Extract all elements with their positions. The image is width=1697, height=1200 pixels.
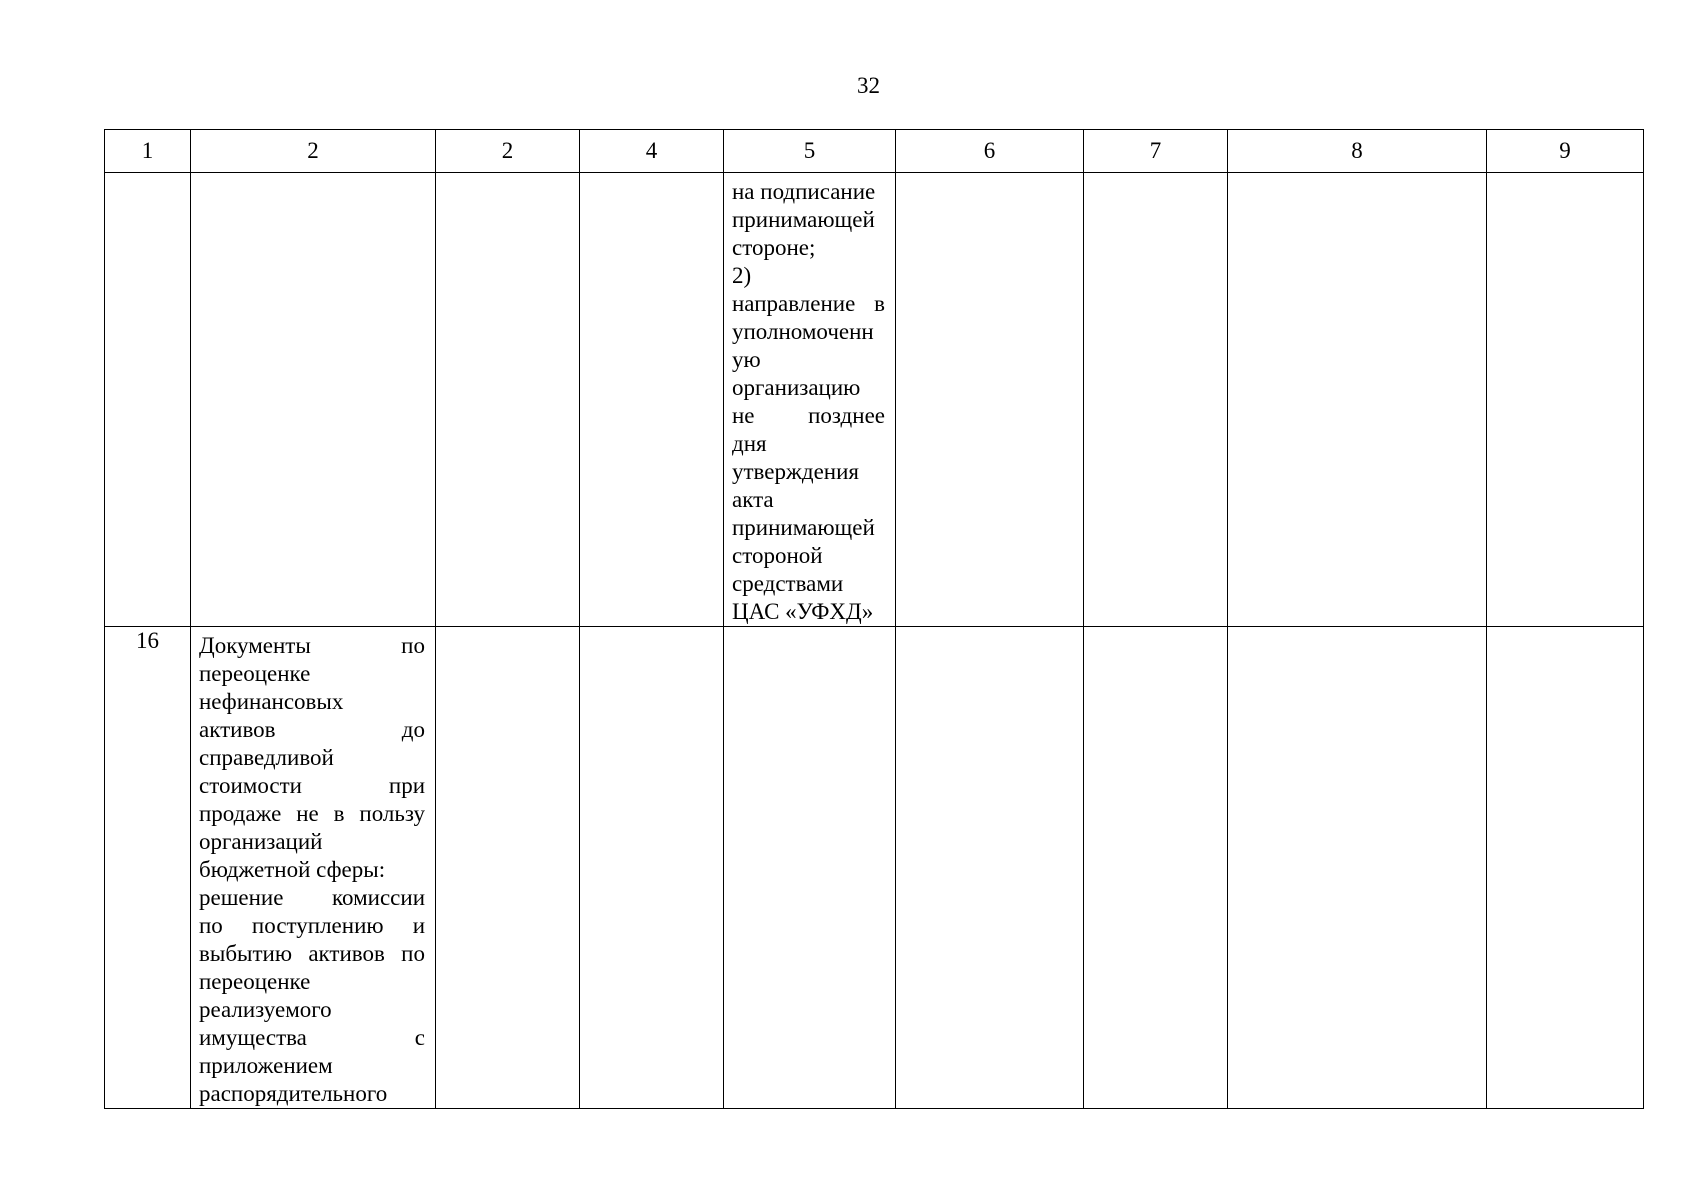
table-row [105,627,1644,1109]
table-row [105,173,1644,627]
text-line: уполномоченн [732,319,874,344]
table-cell [436,627,580,1109]
text-line: стороне; [732,235,816,260]
text-line: бюджетной сферы: [199,857,386,882]
text-line: нефинансовых [199,689,344,714]
text-line: продаже не в пользу [199,801,425,826]
text-line: утверждения [732,459,859,484]
column-header: 2 [191,130,436,173]
text-line: организаций [199,829,323,854]
text-line: решение комиссии [199,885,425,910]
document-table [104,129,1644,1109]
column-header: 4 [580,130,724,173]
table-header-row [105,130,1644,173]
table-cell [1228,627,1487,1109]
text-line: организацию [732,375,861,400]
column-header: 8 [1228,130,1487,173]
text-line: ую [732,347,761,372]
document-name-cell [191,173,436,627]
text-line: направление в [732,291,885,316]
text-line: приложением [199,1053,333,1078]
table-cell [436,173,580,627]
table-cell [580,627,724,1109]
text-line: не позднее [732,403,885,428]
table-cell [1228,173,1487,627]
text-line: ЦАС «УФХД» [732,599,874,624]
text-line: стороной [732,543,823,568]
text-line: активов до [199,717,425,742]
text-line: выбытию активов по [199,941,425,966]
text-line: дня [732,431,767,456]
table-cell [896,173,1084,627]
text-line: имущества с [199,1025,425,1050]
text-line: на подписание [732,179,876,204]
text-line: распорядительного [199,1081,388,1106]
column-header: 7 [1084,130,1228,173]
procedure-text [724,173,895,626]
column-header: 2 [436,130,580,173]
page-number: 32 [857,73,880,98]
table-cell [580,173,724,627]
row-number-cell: 16 [105,627,191,1109]
column-header: 5 [724,130,896,173]
column-header: 9 [1487,130,1644,173]
text-line: принимающей [732,515,875,540]
row-number-cell [105,173,191,627]
text-line: 2) [732,263,752,288]
text-line: переоценке [199,661,311,686]
document-name-text [191,627,435,1108]
text-line: стоимости при [199,773,425,798]
column-header: 6 [896,130,1084,173]
procedure-cell [724,173,896,627]
text-line: справедливой [199,745,334,770]
document-name-cell [191,627,436,1109]
text-line: принимающей [732,207,875,232]
table-cell [896,627,1084,1109]
table-cell [1487,173,1644,627]
table-cell [1487,627,1644,1109]
text-line: реализуемого [199,997,332,1022]
text-line: по поступлению и [199,913,425,938]
text-line: Документы по [199,633,425,658]
text-line: средствами [732,571,844,596]
text-line: акта [732,487,774,512]
column-header: 1 [105,130,191,173]
text-line: переоценке [199,969,311,994]
table-cell [1084,627,1228,1109]
procedure-cell [724,627,896,1109]
table-cell [1084,173,1228,627]
